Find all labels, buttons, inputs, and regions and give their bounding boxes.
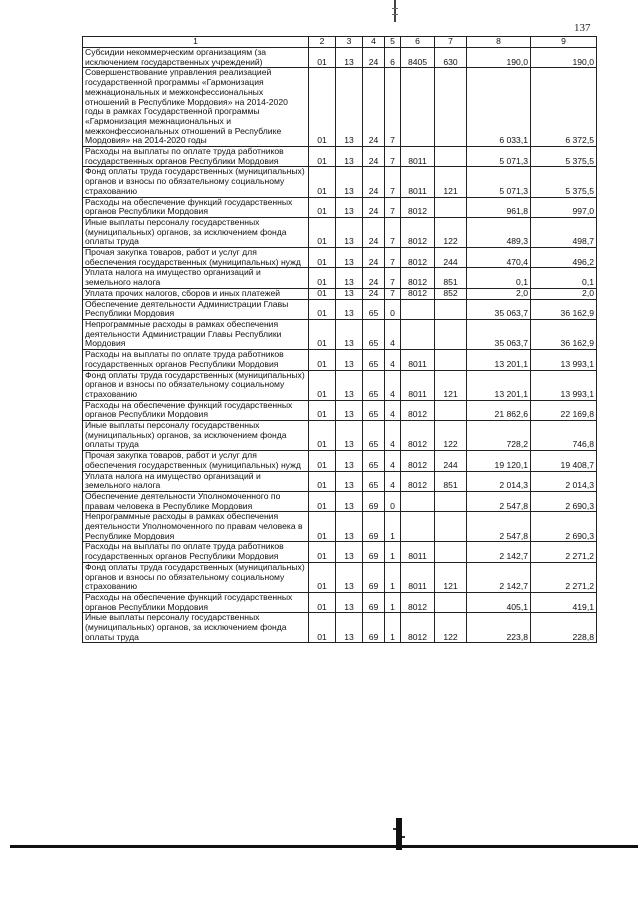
program-code-cell: 24 bbox=[363, 48, 385, 68]
section-code-cell: 01 bbox=[309, 421, 336, 451]
amount-cell: 2 014,3 bbox=[467, 471, 531, 491]
table-row bbox=[83, 370, 597, 400]
section-code-cell: 01 bbox=[309, 197, 336, 217]
header-cell: 1 bbox=[83, 37, 309, 48]
amount-cell: 35 063,7 bbox=[467, 319, 531, 349]
section-code-cell: 01 bbox=[309, 167, 336, 197]
row-name-cell: Уплата прочих налогов, сборов и иных платежей bbox=[83, 288, 309, 299]
amount-cell: 746,8 bbox=[531, 421, 597, 451]
target-code-cell: 8012 bbox=[401, 421, 435, 451]
row-name-cell: Совершенствование управления реализацией государственной программы «Гармонизация межнациональных и межконфессиональных отношений в Республике Мордовия» на 2014-2020 годы в рамках Государственной программы «Гармонизация межнациональных и межконфессиональных отношений в Республике Мордовия» на 2014-2020 годы bbox=[83, 68, 309, 147]
table-row bbox=[83, 350, 597, 370]
subsection-code-cell: 13 bbox=[336, 197, 363, 217]
table-body bbox=[83, 48, 597, 643]
header-cell: 4 bbox=[363, 37, 385, 48]
expense-type-cell: 244 bbox=[435, 248, 467, 268]
header-cell: 7 bbox=[435, 37, 467, 48]
section-code-cell: 01 bbox=[309, 512, 336, 542]
program-code-cell: 24 bbox=[363, 288, 385, 299]
subsection-code-cell: 13 bbox=[336, 491, 363, 511]
expense-type-cell: 851 bbox=[435, 268, 467, 288]
amount-cell: 498,7 bbox=[531, 217, 597, 247]
table-row bbox=[83, 592, 597, 612]
subprogram-code-cell: 7 bbox=[385, 197, 401, 217]
amount-cell: 2 271,2 bbox=[531, 562, 597, 592]
expense-type-cell bbox=[435, 512, 467, 542]
expense-type-cell bbox=[435, 350, 467, 370]
target-code-cell: 8012 bbox=[401, 248, 435, 268]
amount-cell: 36 162,9 bbox=[531, 299, 597, 319]
table-row bbox=[83, 268, 597, 288]
section-code-cell: 01 bbox=[309, 248, 336, 268]
table-row bbox=[83, 319, 597, 349]
section-code-cell: 01 bbox=[309, 268, 336, 288]
program-code-cell: 24 bbox=[363, 248, 385, 268]
table-row bbox=[83, 400, 597, 420]
row-name-cell: Обеспечение деятельности Уполномоченного по правам человека в Республике Мордовия bbox=[83, 491, 309, 511]
subsection-code-cell: 13 bbox=[336, 299, 363, 319]
expense-type-cell bbox=[435, 542, 467, 562]
program-code-cell: 24 bbox=[363, 147, 385, 167]
row-name-cell: Иные выплаты персоналу государственных (муниципальных) органов, за исключением фонда оплаты труда bbox=[83, 217, 309, 247]
table-row bbox=[83, 147, 597, 167]
row-name-cell: Расходы на выплаты по оплате труда работников государственных органов Республики Мордовия bbox=[83, 147, 309, 167]
subprogram-code-cell: 1 bbox=[385, 542, 401, 562]
program-code-cell: 65 bbox=[363, 350, 385, 370]
header-cell: 8 bbox=[467, 37, 531, 48]
amount-cell: 35 063,7 bbox=[467, 299, 531, 319]
expense-type-cell: 851 bbox=[435, 471, 467, 491]
amount-cell: 997,0 bbox=[531, 197, 597, 217]
scan-mark-icon bbox=[392, 0, 398, 22]
section-code-cell: 01 bbox=[309, 451, 336, 471]
subprogram-code-cell: 1 bbox=[385, 562, 401, 592]
subprogram-code-cell: 4 bbox=[385, 319, 401, 349]
amount-cell: 2 142,7 bbox=[467, 562, 531, 592]
program-code-cell: 65 bbox=[363, 471, 385, 491]
subsection-code-cell: 13 bbox=[336, 167, 363, 197]
amount-cell: 19 408,7 bbox=[531, 451, 597, 471]
row-name-cell: Расходы на выплаты по оплате труда работников государственных органов Республики Мордовия bbox=[83, 542, 309, 562]
section-code-cell: 01 bbox=[309, 471, 336, 491]
amount-cell: 5 375,5 bbox=[531, 147, 597, 167]
target-code-cell: 8012 bbox=[401, 217, 435, 247]
expense-type-cell: 630 bbox=[435, 48, 467, 68]
amount-cell: 2 271,2 bbox=[531, 542, 597, 562]
section-code-cell: 01 bbox=[309, 542, 336, 562]
target-code-cell: 8012 bbox=[401, 592, 435, 612]
expense-type-cell bbox=[435, 491, 467, 511]
row-name-cell: Субсидии некоммерческим организациям (за исключением государственных учреждений) bbox=[83, 48, 309, 68]
amount-cell: 419,1 bbox=[531, 592, 597, 612]
section-code-cell: 01 bbox=[309, 400, 336, 420]
target-code-cell: 8011 bbox=[401, 350, 435, 370]
header-cell: 5 bbox=[385, 37, 401, 48]
subsection-code-cell: 13 bbox=[336, 562, 363, 592]
subsection-code-cell: 13 bbox=[336, 288, 363, 299]
section-code-cell: 01 bbox=[309, 491, 336, 511]
subsection-code-cell: 13 bbox=[336, 613, 363, 643]
subprogram-code-cell: 1 bbox=[385, 592, 401, 612]
header-cell: 6 bbox=[401, 37, 435, 48]
amount-cell: 5 071,3 bbox=[467, 147, 531, 167]
row-name-cell: Прочая закупка товаров, работ и услуг для обеспечения государственных (муниципальных) нужд bbox=[83, 451, 309, 471]
amount-cell: 5 375,5 bbox=[531, 167, 597, 197]
row-name-cell: Непрограммные расходы в рамках обеспечения деятельности Уполномоченного по правам человека в Республике Мордовия bbox=[83, 512, 309, 542]
row-name-cell: Расходы на выплаты по оплате труда работников государственных органов Республики Мордовия bbox=[83, 350, 309, 370]
subprogram-code-cell: 7 bbox=[385, 147, 401, 167]
amount-cell: 13 201,1 bbox=[467, 370, 531, 400]
table-row bbox=[83, 288, 597, 299]
target-code-cell: 8011 bbox=[401, 542, 435, 562]
amount-cell: 0,1 bbox=[531, 268, 597, 288]
amount-cell: 2 690,3 bbox=[531, 491, 597, 511]
row-name-cell: Иные выплаты персоналу государственных (муниципальных) органов, за исключением фонда оплаты труда bbox=[83, 613, 309, 643]
target-code-cell: 8012 bbox=[401, 288, 435, 299]
amount-cell: 13 993,1 bbox=[531, 370, 597, 400]
amount-cell: 2 547,8 bbox=[467, 512, 531, 542]
amount-cell: 961,8 bbox=[467, 197, 531, 217]
expense-type-cell: 122 bbox=[435, 421, 467, 451]
amount-cell: 2 547,8 bbox=[467, 491, 531, 511]
amount-cell: 470,4 bbox=[467, 248, 531, 268]
amount-cell: 496,2 bbox=[531, 248, 597, 268]
subprogram-code-cell: 7 bbox=[385, 167, 401, 197]
table-header-row bbox=[83, 37, 597, 48]
target-code-cell: 8012 bbox=[401, 451, 435, 471]
row-name-cell: Иные выплаты персоналу государственных (муниципальных) органов, за исключением фонда оплаты труда bbox=[83, 421, 309, 451]
subsection-code-cell: 13 bbox=[336, 451, 363, 471]
subprogram-code-cell: 7 bbox=[385, 217, 401, 247]
amount-cell: 19 120,1 bbox=[467, 451, 531, 471]
table-row bbox=[83, 471, 597, 491]
program-code-cell: 65 bbox=[363, 319, 385, 349]
expense-type-cell: 122 bbox=[435, 613, 467, 643]
program-code-cell: 69 bbox=[363, 542, 385, 562]
program-code-cell: 65 bbox=[363, 400, 385, 420]
expense-type-cell bbox=[435, 400, 467, 420]
table-row bbox=[83, 167, 597, 197]
amount-cell: 0,1 bbox=[467, 268, 531, 288]
amount-cell: 405,1 bbox=[467, 592, 531, 612]
subsection-code-cell: 13 bbox=[336, 471, 363, 491]
subprogram-code-cell: 4 bbox=[385, 421, 401, 451]
amount-cell: 2 014,3 bbox=[531, 471, 597, 491]
expense-type-cell: 244 bbox=[435, 451, 467, 471]
row-name-cell: Уплата налога на имущество организаций и земельного налога bbox=[83, 471, 309, 491]
amount-cell: 190,0 bbox=[467, 48, 531, 68]
row-name-cell: Прочая закупка товаров, работ и услуг для обеспечения государственных (муниципальных) нужд bbox=[83, 248, 309, 268]
row-name-cell: Непрограммные расходы в рамках обеспечения деятельности Администрации Главы Республики Мордовия bbox=[83, 319, 309, 349]
subprogram-code-cell: 4 bbox=[385, 451, 401, 471]
target-code-cell bbox=[401, 512, 435, 542]
table-row bbox=[83, 562, 597, 592]
table-row bbox=[83, 217, 597, 247]
row-name-cell: Расходы на обеспечение функций государственных органов Республики Мордовия bbox=[83, 197, 309, 217]
expense-type-cell bbox=[435, 299, 467, 319]
amount-cell: 6 033,1 bbox=[467, 68, 531, 147]
table-row bbox=[83, 299, 597, 319]
row-name-cell: Расходы на обеспечение функций государственных органов Республики Мордовия bbox=[83, 400, 309, 420]
subsection-code-cell: 13 bbox=[336, 147, 363, 167]
program-code-cell: 65 bbox=[363, 299, 385, 319]
header-cell: 9 bbox=[531, 37, 597, 48]
table-row bbox=[83, 248, 597, 268]
subsection-code-cell: 13 bbox=[336, 68, 363, 147]
section-code-cell: 01 bbox=[309, 319, 336, 349]
section-code-cell: 01 bbox=[309, 613, 336, 643]
subsection-code-cell: 13 bbox=[336, 400, 363, 420]
expense-type-cell bbox=[435, 147, 467, 167]
header-cell: 2 bbox=[309, 37, 336, 48]
table-row bbox=[83, 512, 597, 542]
budget-table bbox=[82, 36, 597, 643]
target-code-cell: 8011 bbox=[401, 562, 435, 592]
scan-mark-icon bbox=[392, 818, 406, 850]
row-name-cell: Фонд оплаты труда государственных (муниципальных) органов и взносы по обязательному социальному страхованию bbox=[83, 167, 309, 197]
expense-type-cell bbox=[435, 319, 467, 349]
target-code-cell: 8012 bbox=[401, 197, 435, 217]
target-code-cell bbox=[401, 319, 435, 349]
subsection-code-cell: 13 bbox=[336, 512, 363, 542]
expense-type-cell: 121 bbox=[435, 370, 467, 400]
expense-type-cell: 852 bbox=[435, 288, 467, 299]
header-cell: 3 bbox=[336, 37, 363, 48]
section-code-cell: 01 bbox=[309, 147, 336, 167]
row-name-cell: Расходы на обеспечение функций государственных органов Республики Мордовия bbox=[83, 592, 309, 612]
program-code-cell: 69 bbox=[363, 512, 385, 542]
subprogram-code-cell: 1 bbox=[385, 512, 401, 542]
section-code-cell: 01 bbox=[309, 562, 336, 592]
table-row bbox=[83, 491, 597, 511]
expense-type-cell: 121 bbox=[435, 167, 467, 197]
row-name-cell: Фонд оплаты труда государственных (муниципальных) органов и взносы по обязательному социальному страхованию bbox=[83, 562, 309, 592]
program-code-cell: 69 bbox=[363, 491, 385, 511]
program-code-cell: 65 bbox=[363, 421, 385, 451]
amount-cell: 5 071,3 bbox=[467, 167, 531, 197]
subsection-code-cell: 13 bbox=[336, 370, 363, 400]
expense-type-cell: 122 bbox=[435, 217, 467, 247]
amount-cell: 22 169,8 bbox=[531, 400, 597, 420]
program-code-cell: 69 bbox=[363, 562, 385, 592]
subsection-code-cell: 13 bbox=[336, 542, 363, 562]
program-code-cell: 24 bbox=[363, 217, 385, 247]
amount-cell: 489,3 bbox=[467, 217, 531, 247]
amount-cell: 2 690,3 bbox=[531, 512, 597, 542]
target-code-cell bbox=[401, 491, 435, 511]
target-code-cell: 8012 bbox=[401, 613, 435, 643]
subprogram-code-cell: 4 bbox=[385, 350, 401, 370]
table-row bbox=[83, 48, 597, 68]
table-row bbox=[83, 197, 597, 217]
expense-type-cell bbox=[435, 68, 467, 147]
program-code-cell: 24 bbox=[363, 268, 385, 288]
program-code-cell: 24 bbox=[363, 167, 385, 197]
subprogram-code-cell: 4 bbox=[385, 400, 401, 420]
expense-type-cell bbox=[435, 197, 467, 217]
subprogram-code-cell: 0 bbox=[385, 299, 401, 319]
program-code-cell: 69 bbox=[363, 592, 385, 612]
row-name-cell: Фонд оплаты труда государственных (муниципальных) органов и взносы по обязательному социальному страхованию bbox=[83, 370, 309, 400]
program-code-cell: 65 bbox=[363, 451, 385, 471]
amount-cell: 223,8 bbox=[467, 613, 531, 643]
target-code-cell: 8012 bbox=[401, 471, 435, 491]
page-bottom-rule bbox=[10, 845, 638, 848]
page-number: 137 bbox=[574, 22, 591, 34]
target-code-cell: 8012 bbox=[401, 400, 435, 420]
expense-type-cell: 121 bbox=[435, 562, 467, 592]
table-row bbox=[83, 613, 597, 643]
subsection-code-cell: 13 bbox=[336, 319, 363, 349]
program-code-cell: 24 bbox=[363, 197, 385, 217]
section-code-cell: 01 bbox=[309, 217, 336, 247]
amount-cell: 728,2 bbox=[467, 421, 531, 451]
subsection-code-cell: 13 bbox=[336, 48, 363, 68]
target-code-cell: 8011 bbox=[401, 167, 435, 197]
section-code-cell: 01 bbox=[309, 68, 336, 147]
amount-cell: 2 142,7 bbox=[467, 542, 531, 562]
subsection-code-cell: 13 bbox=[336, 217, 363, 247]
amount-cell: 2,0 bbox=[467, 288, 531, 299]
amount-cell: 13 993,1 bbox=[531, 350, 597, 370]
target-code-cell: 8011 bbox=[401, 147, 435, 167]
row-name-cell: Обеспечение деятельности Администрации Главы Республики Мордовия bbox=[83, 299, 309, 319]
amount-cell: 6 372,5 bbox=[531, 68, 597, 147]
section-code-cell: 01 bbox=[309, 299, 336, 319]
subprogram-code-cell: 7 bbox=[385, 68, 401, 147]
table-row bbox=[83, 542, 597, 562]
section-code-cell: 01 bbox=[309, 350, 336, 370]
subprogram-code-cell: 4 bbox=[385, 471, 401, 491]
subsection-code-cell: 13 bbox=[336, 592, 363, 612]
subprogram-code-cell: 0 bbox=[385, 491, 401, 511]
subsection-code-cell: 13 bbox=[336, 421, 363, 451]
subsection-code-cell: 13 bbox=[336, 268, 363, 288]
section-code-cell: 01 bbox=[309, 592, 336, 612]
subprogram-code-cell: 4 bbox=[385, 370, 401, 400]
subsection-code-cell: 13 bbox=[336, 248, 363, 268]
target-code-cell bbox=[401, 68, 435, 147]
program-code-cell: 24 bbox=[363, 68, 385, 147]
section-code-cell: 01 bbox=[309, 370, 336, 400]
subprogram-code-cell: 6 bbox=[385, 48, 401, 68]
amount-cell: 36 162,9 bbox=[531, 319, 597, 349]
amount-cell: 228,8 bbox=[531, 613, 597, 643]
table-row bbox=[83, 68, 597, 147]
subprogram-code-cell: 7 bbox=[385, 268, 401, 288]
amount-cell: 2,0 bbox=[531, 288, 597, 299]
row-name-cell: Уплата налога на имущество организаций и земельного налога bbox=[83, 268, 309, 288]
target-code-cell: 8011 bbox=[401, 370, 435, 400]
section-code-cell: 01 bbox=[309, 48, 336, 68]
expense-type-cell bbox=[435, 592, 467, 612]
subprogram-code-cell: 7 bbox=[385, 248, 401, 268]
program-code-cell: 65 bbox=[363, 370, 385, 400]
subsection-code-cell: 13 bbox=[336, 350, 363, 370]
subprogram-code-cell: 1 bbox=[385, 613, 401, 643]
amount-cell: 21 862,6 bbox=[467, 400, 531, 420]
amount-cell: 190,0 bbox=[531, 48, 597, 68]
table-row bbox=[83, 421, 597, 451]
amount-cell: 13 201,1 bbox=[467, 350, 531, 370]
target-code-cell: 8405 bbox=[401, 48, 435, 68]
target-code-cell bbox=[401, 299, 435, 319]
subprogram-code-cell: 7 bbox=[385, 288, 401, 299]
section-code-cell: 01 bbox=[309, 288, 336, 299]
target-code-cell: 8012 bbox=[401, 268, 435, 288]
program-code-cell: 69 bbox=[363, 613, 385, 643]
table-row bbox=[83, 451, 597, 471]
